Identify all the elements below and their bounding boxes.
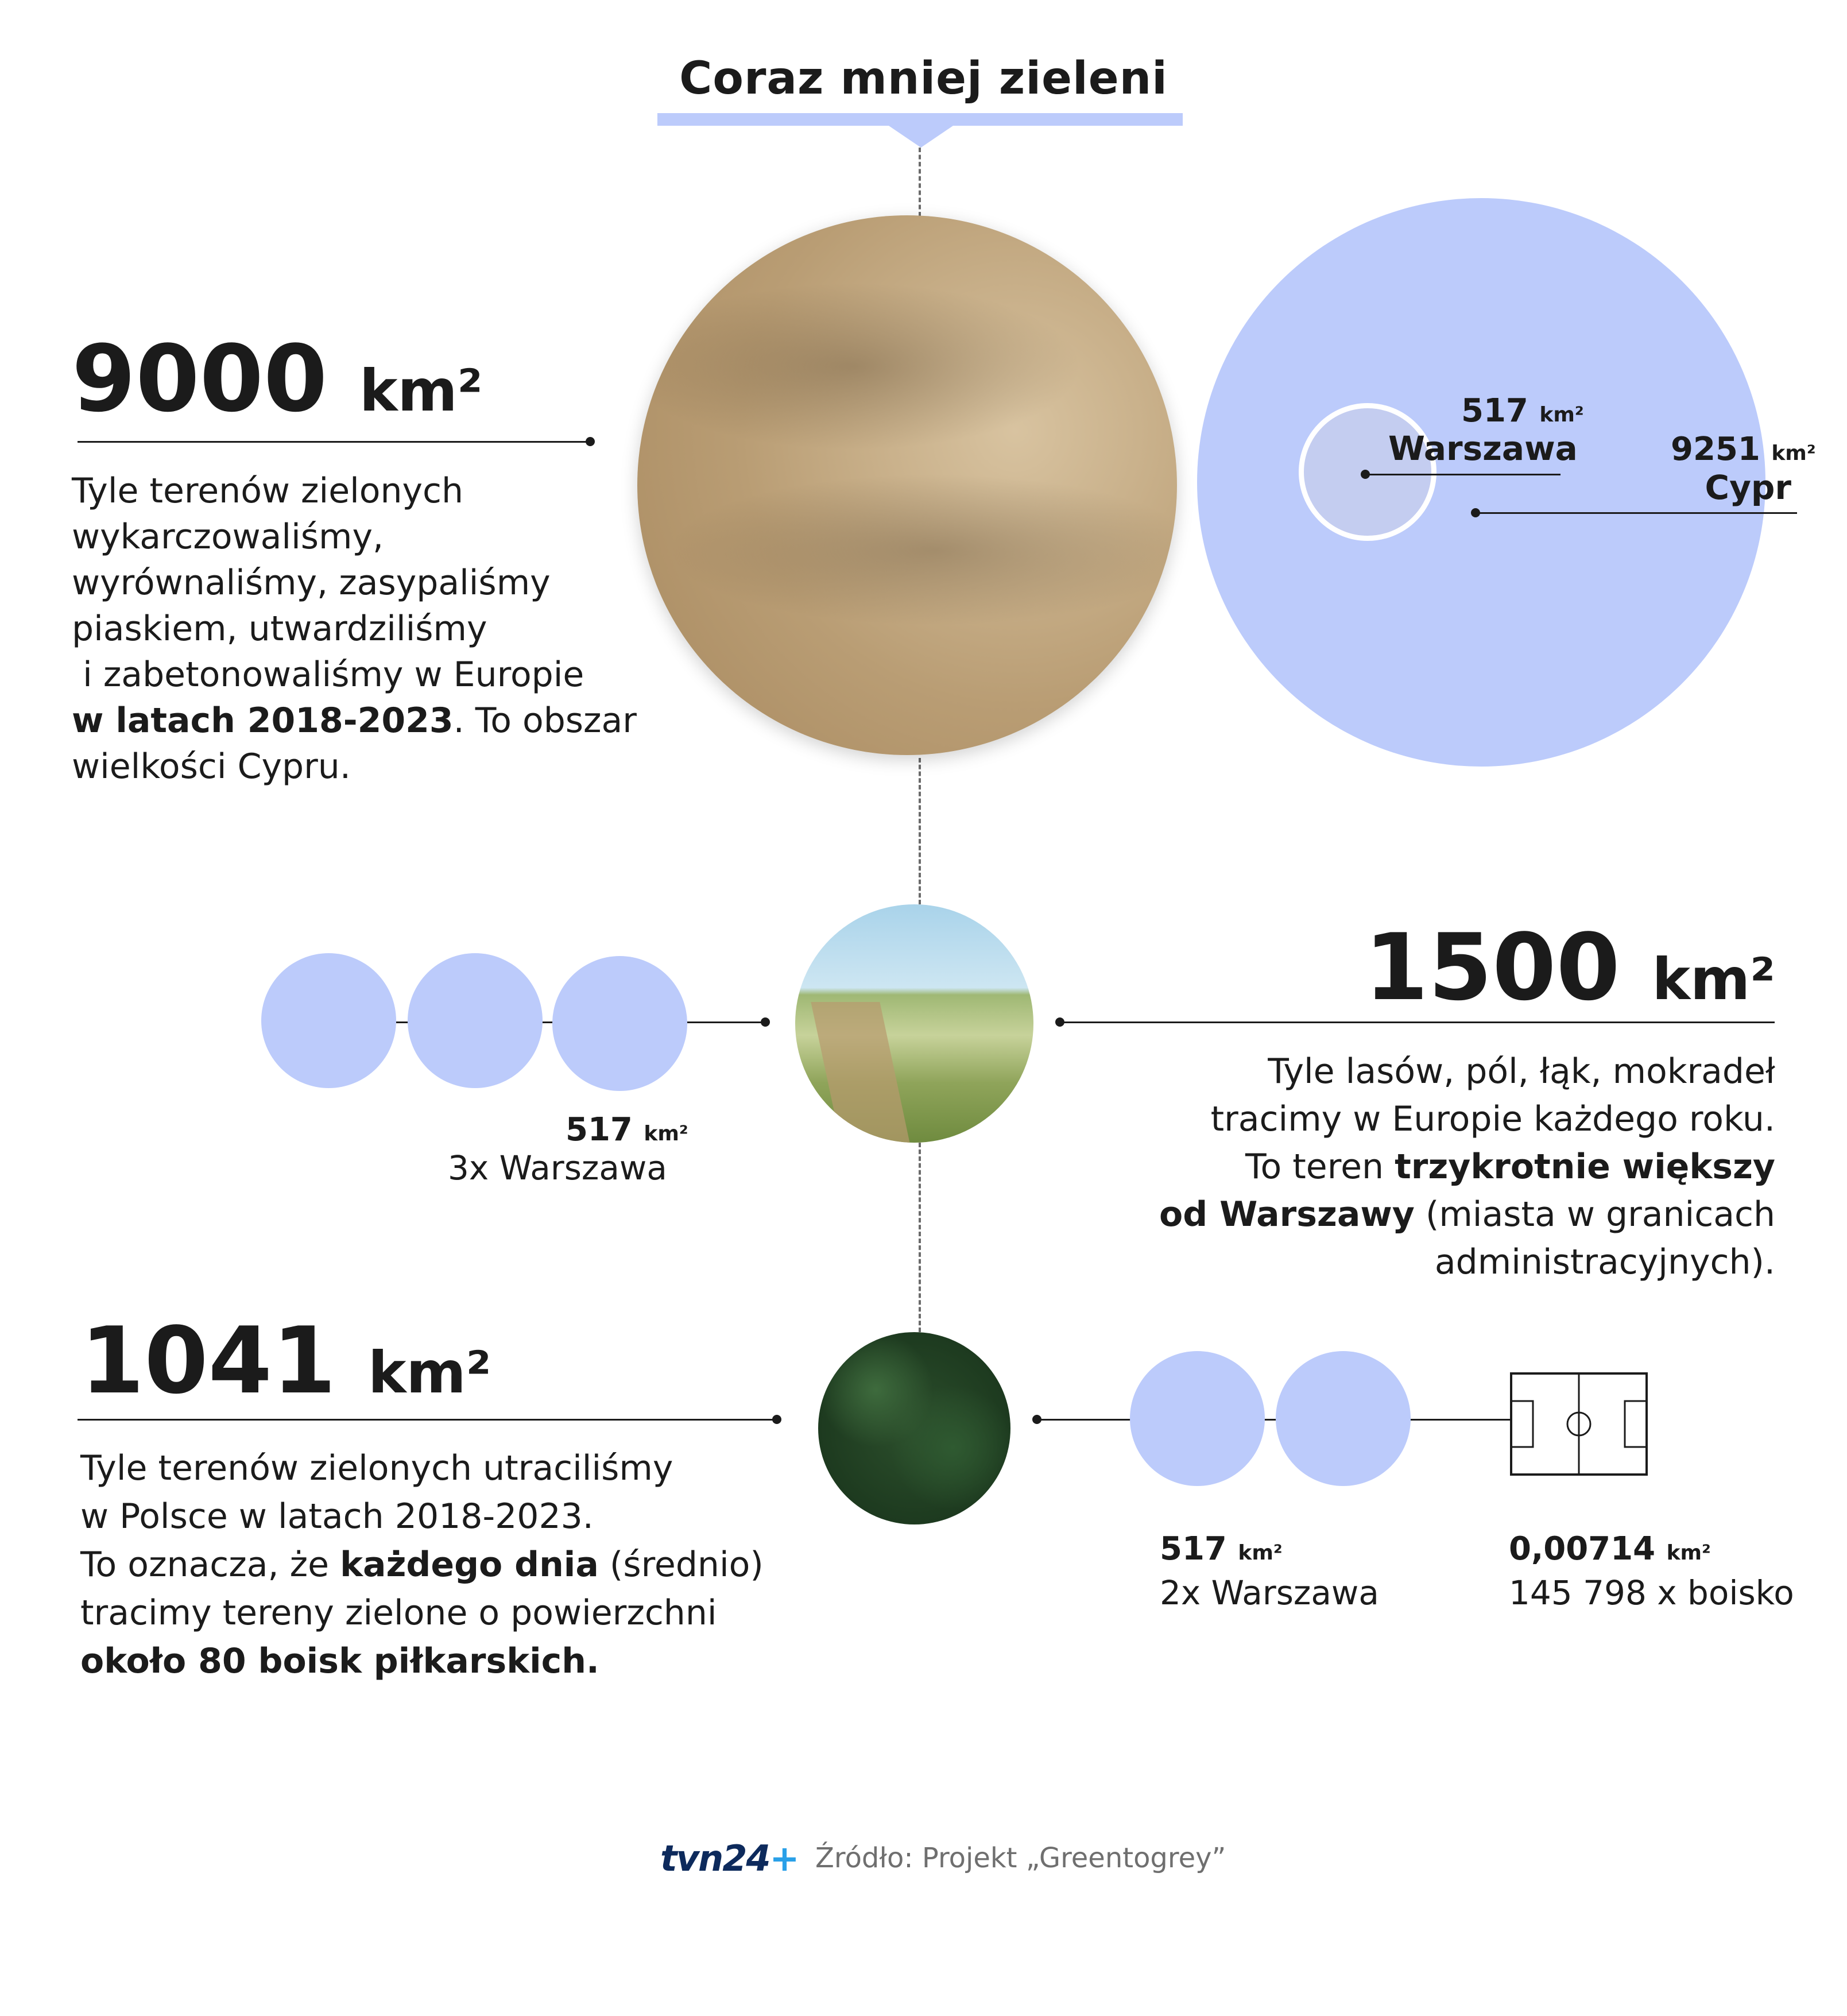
section3-big-value: 1041 km² [80,1307,491,1414]
meadow-photo [795,904,1033,1143]
cypr-pointer-line [1476,512,1797,514]
warszawa-name: Warszawa [1388,429,1578,468]
sand-photo [637,215,1177,755]
connector-line [919,758,921,904]
section1-big-value: 9000 km² [72,325,483,432]
warszawa-circle [1130,1351,1265,1486]
section3-rule [78,1419,775,1421]
warszawa-value: 517 km² [1461,392,1584,429]
section3-warszawa-text: 2x Warszawa [1160,1573,1379,1612]
warszawa-circle [408,953,543,1088]
warszawa-pointer-line [1365,474,1561,475]
title-pointer [889,126,953,148]
forest-photo [818,1332,1010,1524]
section3-chain-line [1037,1419,1513,1421]
cypr-name: Cypr [1705,468,1791,507]
football-pitch-icon [1510,1372,1648,1476]
section1-description: Tyle terenów zielonych wykarczowaliśmy, wyrównaliśmy, zasypaliśmy piaskiem, utwardziliśmy i zabetonowaliśmy w Europie w latach 2018-2023. To obszar wielkości Cypru. [72,471,637,787]
section3-warszawa-value: 517 km² [1160,1530,1283,1568]
section2-description: Tyle lasów, pól, łąk, mokradeł tracimy w Europie każdego roku. To teren trzykrotnie większy od Warszawy (miasta w granicach administracyjnych). [1159,1051,1775,1282]
warszawa-chain-dot [761,1017,770,1027]
warszawa-circle [1276,1351,1411,1486]
page-title: Coraz mniej zieleni [679,53,1168,105]
section2-big-value: 1500 km² [1364,914,1775,1021]
section2-label-value: 517 km² [566,1111,688,1148]
title-underline-bar [657,113,1183,126]
boisko-text: 145 798 x boisko [1509,1573,1794,1612]
section2-label-text: 3x Warszawa [448,1148,667,1187]
boisko-value: 0,00714 km² [1509,1530,1711,1568]
section1-rule [78,441,588,443]
tvn24-logo: tvn24+ [660,1837,799,1879]
cypr-value: 9251 km² [1671,431,1816,468]
connector-line [919,148,921,216]
section3-description: Tyle terenów zielonych utraciliśmy w Polsce w latach 2018-2023. To oznacza, że każdego dnia (średnio) tracimy tereny zielone o powierzchni około 80 boisk piłkarskich. [80,1448,764,1681]
section1-rule-dot [586,437,595,446]
source-note: Źródło: Projekt „Greentogrey” [815,1842,1226,1874]
connector-line [919,1143,921,1332]
section2-rule [1060,1021,1775,1023]
warszawa-circle [552,956,687,1091]
warszawa-circle [261,953,396,1088]
section3-rule-dot [772,1415,781,1424]
